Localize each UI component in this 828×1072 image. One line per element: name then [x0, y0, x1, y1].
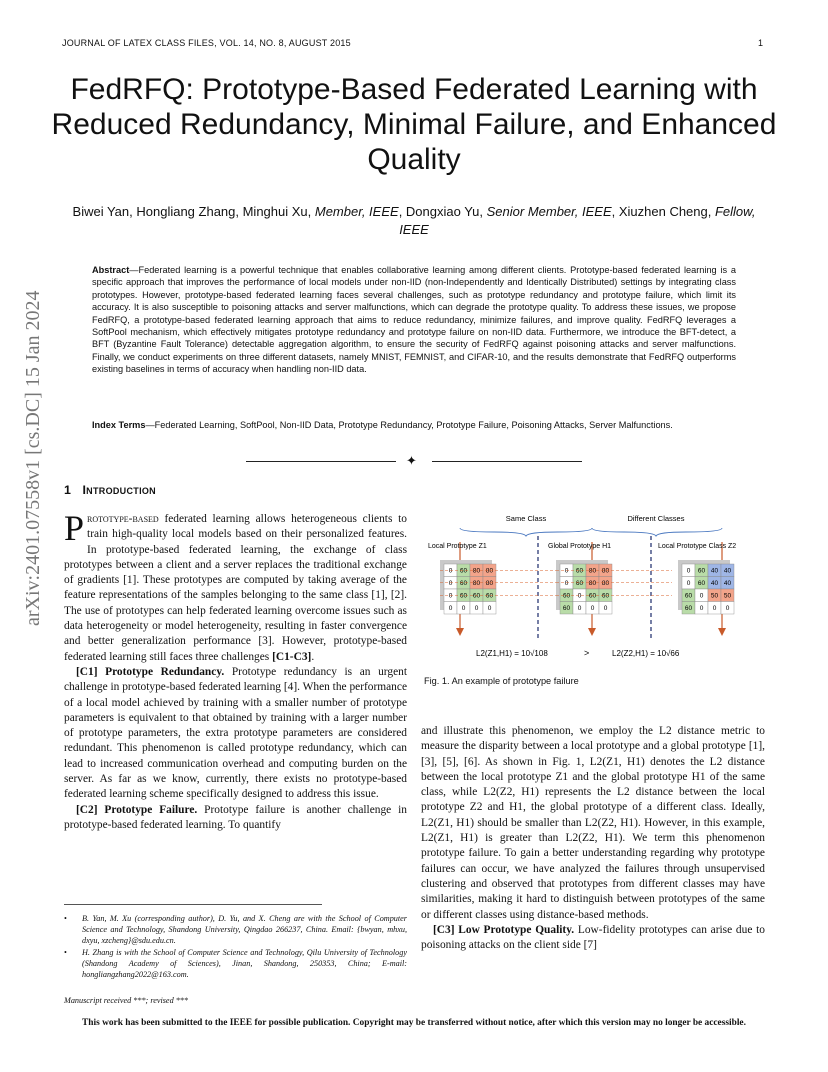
matrix-z1-value: 80: [485, 580, 494, 587]
matrix-z1-value: 0: [448, 605, 453, 612]
equation-operator: >: [584, 648, 590, 658]
matrix-z1-value: 0: [448, 592, 453, 600]
matrix-z2-value: 0: [699, 605, 704, 612]
section-number: 1: [64, 483, 72, 497]
matrix-h1-value: 60: [588, 592, 597, 600]
author-names-2: , Dongxiao Yu,: [398, 204, 487, 219]
matrix-z2-value: 60: [697, 567, 706, 575]
matrix-h1-value: 80: [588, 580, 597, 587]
matrix-z2-value: 0: [686, 567, 691, 575]
figure-caption: Fig. 1. An example of prototype failure: [424, 676, 579, 686]
matrix-z1-value: 0: [461, 605, 466, 612]
journal-header: JOURNAL OF LATEX CLASS FILES, VOL. 14, NO. 8, AUGUST 2015: [62, 38, 351, 48]
abstract-label: Abstract: [92, 265, 130, 275]
matrix-z2-value: 60: [697, 580, 706, 587]
c1-text: Prototype redundancy is an urgent challenge in prototype-based federated learning [4]. When the performance of a local model achieved by training with a smaller number of prototype parameters is equivalent to that obtained by training with a larger number of prototype parameters, the extra prototype parameters are considered redundant. This phenomenon is called prototype redundancy, which can lead to increased communication overhead and computing burden on the server. As far as we know, currently, there exists no prototype-based federated learning scheme specifically designed to address this issue.: [64, 665, 407, 801]
c2-text: Prototype failure is another challenge in prototype-based federated learning. To quantify: [64, 803, 407, 831]
copyright-notice: This work has been submitted to the IEEE for possible publication. Copyright may be transferred without notice, after which this version may no longer be accessible.: [82, 1018, 746, 1028]
matrix-h1-value: 60: [575, 567, 584, 575]
challenge-c3: [421, 923, 765, 954]
matrix-z2-value: 50: [723, 592, 732, 600]
label-global-prototype-h1: Global Prototype H1: [548, 543, 612, 550]
matrix-z1-value: 80: [485, 567, 494, 575]
matrix-z1-value: 60: [472, 592, 481, 600]
matrix-h1-value: 60: [562, 605, 571, 612]
matrix-z2-value: 40: [723, 567, 732, 575]
paper-title: FedRFQ: Prototype-Based Federated Learning with Reduced Redundancy, Minimal Failure, and Enhanced Quality: [51, 73, 777, 176]
footnotes: [64, 913, 407, 981]
matrix-h1-value: 60: [575, 580, 584, 587]
diamond-icon: ✦: [406, 453, 417, 468]
intro-paragraph: Prototype-based federated learning allows heterogeneous clients to train high-quality local models based on their personalized features. In prototype-based federated learning, the exchange of class prototypes between a client and a server replaces the traditional exchange of gradients [1]. These prototypes are computed by taking average of the feature representations of the samples belonging to the same class [1], [2]. The use of prototypes can help federated learning overcome issues such as data heterogeneity or model heterogeneity, resulting in faster convergence and better generalization performance [3]. However, prototype-based federated learning still faces three challenges [C1-C3].: [64, 508, 407, 663]
index-terms-text: —Federated Learning, SoftPool, Non-IID Data, Prototype Redundancy, Prototype Failure, Poisoning Attacks, Server Malfunctions.: [145, 420, 673, 430]
matrix-h1-value: 60: [562, 592, 571, 600]
matrix-z2-value: 40: [710, 580, 719, 587]
matrix-z1-value: 60: [459, 580, 468, 587]
right-paragraph-1: and illustrate this phenomenon, we employ the L2 distance metric to measure the disparity between a local prototype and a global prototype [1], [3], [5], [6]. As shown in Fig. 1, L2(Z1, H1) denotes the L2 distance between the local prototype Z1 and the global prototype H1 of the same class, while L2(Z2, H1) represents the L2 distance between the local prototype Z2 and H1, the global prototype of a different class. Ideally, L2(Z1, H1) should be smaller than L2(Z2, H1). However, in this example, L2(Z1, H1) is greater than L2(Z2, H1). We term this phenomenon prototype failure. To gain a better understanding regarding why prototype failures can occur, we have analyzed the failures through unsupervised clustering and observed that prototypes from different classes may have similarities, making it hard to distinguish between prototypes of the same or different classes using distance-based methods.: [421, 725, 765, 921]
matrix-h1-value: 0: [603, 605, 608, 612]
c3-label: [C3] Low Prototype Quality.: [433, 923, 575, 936]
label-local-prototype-z1: Local Prototype Z1: [428, 543, 487, 550]
matrix-z2-value: 40: [723, 580, 732, 587]
matrix-z1-value: 0: [487, 605, 492, 612]
c2-label: [C2] Prototype Failure.: [76, 803, 198, 816]
figure-prototype-failure: [424, 506, 764, 666]
manuscript-note: Manuscript received ***; revised ***: [64, 996, 188, 1005]
footnote-rule: [64, 904, 322, 905]
matrix-z2-value: 0: [699, 592, 704, 600]
matrix-z1-value: 60: [459, 592, 468, 600]
challenge-c1: [64, 665, 407, 803]
matrix-z1-value: 60: [485, 592, 494, 600]
author-role-2: Senior Member, IEEE: [486, 204, 612, 219]
matrix-h1-value: 0: [564, 567, 569, 575]
left-column: [64, 508, 407, 833]
arxiv-stamp-text: arXiv:2401.07558v1 [cs.DC] 15 Jan 2024: [22, 290, 44, 626]
matrix-z2-value: 60: [684, 592, 693, 600]
matrix-h1-value: 0: [590, 605, 595, 612]
matrix-z2-value: 40: [710, 567, 719, 575]
label-local-prototype-z2: Local Prototype Class Z2: [658, 543, 737, 550]
matrix-z1-value: 0: [448, 580, 453, 587]
label-different-classes: Different Classes: [627, 514, 685, 523]
equation-right: L2(Z2,H1) = 10√66: [612, 649, 680, 658]
intro-text: federated learning allows heterogeneous clients to train high-quality local models based on their personalized features. In prototype-based federated learning, the exchange of class prototypes between a client and a server replaces the traditional exchange of gradients [1]. These prototypes are computed by taking average of the feature representations of the samples belonging to the same class [1], [2]. The use of prototypes can help federated learning overcome issues such as data heterogeneity or model heterogeneity, resulting in faster convergence and better generalization performance [3]. However, prototype-based federated learning still faces three challenges: [64, 513, 407, 663]
matrix-h1-value: 0: [577, 605, 582, 612]
label-same-class: Same Class: [505, 514, 547, 523]
page-number: 1: [758, 38, 764, 48]
matrix-z2-value: 0: [712, 605, 717, 612]
matrix-z1-value: 60: [459, 567, 468, 575]
matrix-h1-value: 0: [577, 592, 582, 600]
author-names-1: Biwei Yan, Hongliang Zhang, Minghui Xu,: [72, 204, 315, 219]
matrix-z1-value: 80: [472, 567, 481, 575]
matrix-z1-value: 80: [472, 580, 481, 587]
right-column: [421, 724, 765, 953]
section-heading: [64, 483, 156, 497]
challenge-c2: [64, 803, 407, 834]
section-title: Introduction: [82, 483, 156, 497]
author-role-1: Member, IEEE: [314, 204, 399, 219]
matrix-z2-value: 50: [710, 592, 719, 600]
matrix-z2-value: 0: [686, 580, 691, 587]
section-divider: [246, 453, 584, 468]
c3-text: Low-fidelity prototypes can arise due to poisoning attacks on the client side [7]: [421, 923, 765, 952]
abstract: [92, 264, 736, 376]
matrix-z2-value: 60: [684, 605, 693, 612]
abstract-text: —Federated learning is a powerful technique that enables collaborative learning among different clients. Prototype-based federated learning is a specific approach that improves the performance of local models under non-IID (non-Independently and Identically Distributed) settings by integrating class prototypes. However, prototype-based federated learning faces several challenges, such as prototype redundancy and prototype failure, which limit its accuracy. It is also susceptible to poisoning attacks and server malfunctions, which can degrade the prototype quality. To address these issues, we propose FedRFQ, a prototype-based federated learning approach that aims to reduce redundancy, minimize failures, and improve quality. FedRFQ leverages a SoftPool mechanism, which effectively mitigates prototype redundancy and prototype failure on non-IID data. Furthermore, we introduce the BFT-detect, a BFT (Byzantine Fault Tolerance) detectable aggregation algorithm, to ensure the security of FedRFQ against poisoning attacks and server malfunctions. Finally, we conduct experiments on three different datasets, namely MNIST, FEMNIST, and CIFAR-10, and the results demonstrate that FedRFQ outperforms existing baselines in terms of accuracy when handling non-IID data.: [92, 265, 736, 375]
drop-cap: P: [64, 508, 85, 548]
c1-label: [C1] Prototype Redundancy.: [76, 665, 225, 678]
matrix-h1-value: 60: [601, 592, 610, 600]
footnote-2: • H. Zhang is with the School of Computer Science and Technology, Qilu University of Technology (Shandong Academy of Sciences), Jinan, Shandong, 250353, China; E-mail: hongliangzhang2022@163.com.: [64, 948, 407, 979]
matrix-h1-value: 80: [588, 567, 597, 575]
matrix-z2-value: 0: [725, 605, 730, 612]
footnote-1: • B. Yan, M. Xu (corresponding author), D. Yu, and X. Cheng are with the School of Computer Science and Technology, Shandong University, Qingdao 266237, China. Email: {bwyan, mhxu, dxyu, xzcheng}@sdu.edu.cn.: [64, 914, 407, 945]
matrix-h1-value: 80: [601, 567, 610, 575]
matrix-z1-value: 0: [474, 605, 479, 612]
arxiv-stamp: [11, 288, 49, 628]
author-names-3: , Xiuzhen Cheng,: [611, 204, 715, 219]
matrix-h1-value: 0: [564, 580, 569, 587]
matrix-h1-value: 80: [601, 580, 610, 587]
author-list: [70, 203, 758, 239]
index-terms-label: Index Terms: [92, 420, 146, 430]
matrix-z1-value: 0: [448, 567, 453, 575]
author-role-3: Fellow, IEEE: [399, 204, 756, 237]
intro-lead: rototype-based: [87, 513, 159, 525]
index-terms: [92, 419, 736, 431]
equation-left: L2(Z1,H1) = 10√108: [476, 649, 548, 658]
challenge-ref: [C1-C3]: [272, 650, 312, 663]
